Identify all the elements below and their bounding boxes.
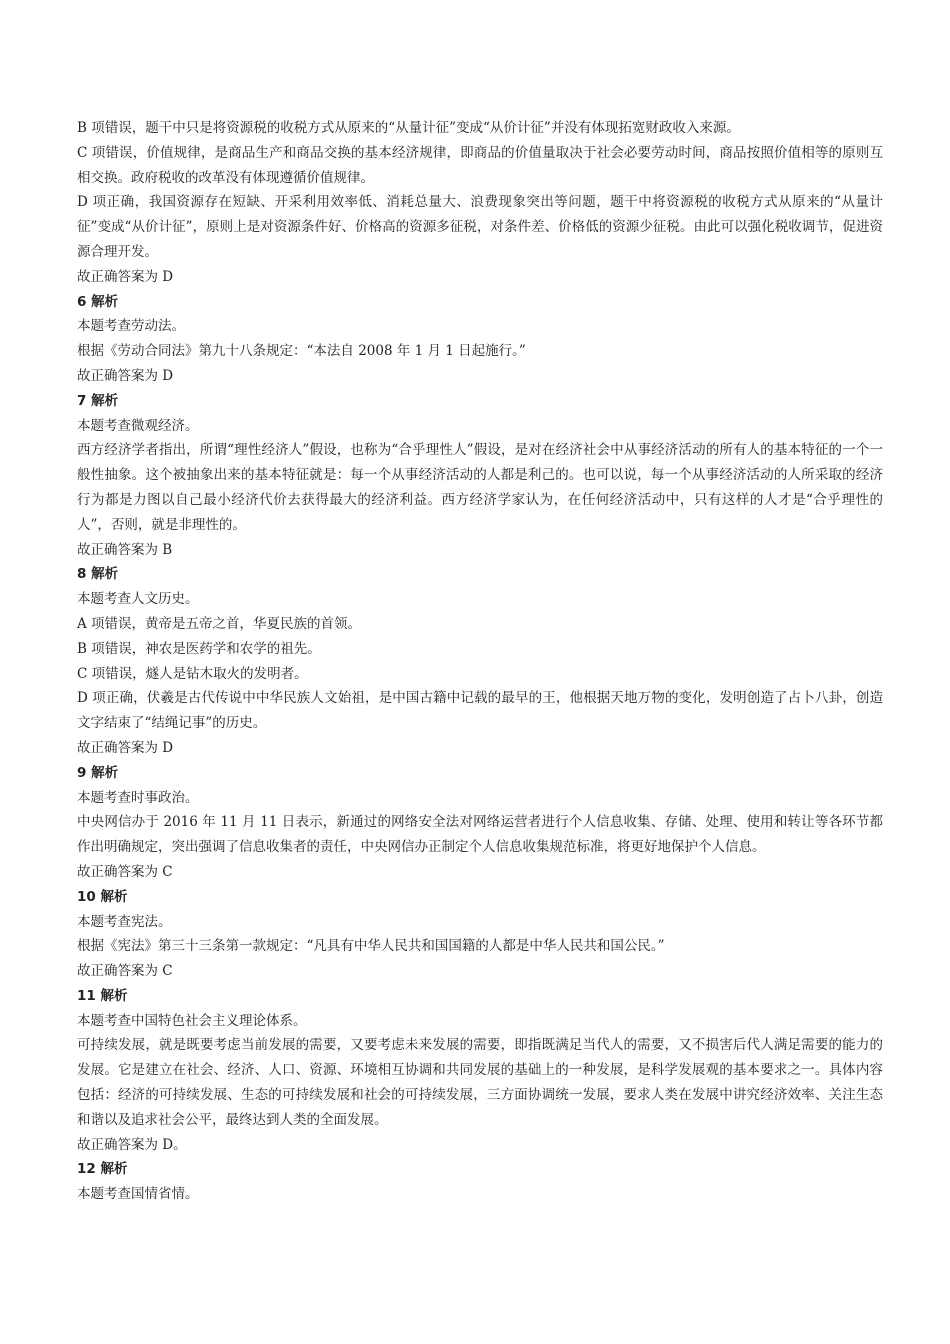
q7-answer: 故正确答案为 B (77, 541, 173, 558)
q10-body: 根据《宪法》第三十三条第一款规定：“凡具有中华人民共和国国籍的人都是中华人民共和国公民。” (77, 938, 665, 955)
q12-heading: 12 解析 (77, 1161, 128, 1178)
q5-option-d: D 项正确，我国资源存在短缺、开采利用效率低、消耗总量大、浪费现象突出等问题，题干中将资源税的收税方式从原来的“从量计征”变成“从价计征”，原则上是对资源条件好、价格高的资源多征税，对条件差、价格低的资源少征税。由此可以强化税收调节，促进资源合理开发。 (77, 194, 883, 260)
q8-answer: 故正确答案为 D (77, 739, 174, 756)
q7-body: 西方经济学者指出，所谓“理性经济人”假设，也称为“合乎理性人”假设，是对在经济社会中从事经济活动的所有人的基本特征的一个一般性抽象。这个被抽象出来的基本特征就是：每一个从事经济活动的人都是利己的。也可以说，每一个从事经济活动的人所采取的经济行为都是力图以自己最小经济代价去获得最大的经济利益。西方经济学家认为，在任何经济活动中，只有这样的人才是“合乎理性的人”，否则，就是非理性的。 (77, 442, 883, 533)
q8-option-b: B 项错误，神农是医药学和农学的祖先。 (77, 640, 321, 657)
q5-answer: 故正确答案为 D (77, 268, 174, 285)
q10-answer: 故正确答案为 C (77, 963, 173, 980)
q9-topic: 本题考查时事政治。 (77, 789, 199, 806)
q11-heading: 11 解析 (77, 987, 128, 1004)
q10-heading: 10 解析 (77, 888, 128, 905)
q9-answer: 故正确答案为 C (77, 863, 173, 880)
q8-option-d: D 项正确，伏羲是古代传说中中华民族人文始祖，是中国古籍中记载的最早的王，他根据天地万物的变化，发明创造了占卜八卦，创造文字结束了“结绳记事”的历史。 (77, 690, 883, 732)
q7-heading: 7 解析 (77, 392, 119, 409)
q11-topic: 本题考查中国特色社会主义理论体系。 (77, 1012, 307, 1029)
q10-topic: 本题考查宪法。 (77, 913, 172, 930)
q12-topic: 本题考查国情省情。 (77, 1186, 199, 1203)
q6-heading: 6 解析 (77, 293, 119, 310)
q9-body: 中央网信办于 2016 年 11 月 11 日表示，新通过的网络安全法对网络运营者进行个人信息收集、存储、处理、使用和转让等各环节都作出明确规定，突出强调了信息收集者的责任，中央网信办正制定个人信息收集规范标准，将更好地保护个人信息。 (77, 814, 883, 856)
q9-heading: 9 解析 (77, 764, 119, 781)
q5-option-b: B 项错误，题干中只是将资源税的收税方式从原来的“从量计征”变成“从价计征”并没有体现拓宽财政收入来源。 (77, 120, 740, 136)
q6-answer: 故正确答案为 D (77, 367, 174, 384)
q6-body: 根据《劳动合同法》第九十八条规定：“本法自 2008 年 1 月 1 日起施行。” (77, 343, 526, 360)
q5-option-c: C 项错误，价值规律，是商品生产和商品交换的基本经济规律，即商品的价值量取决于社会必要劳动时间，商品按照价值相等的原则互相交换。政府税收的改革没有体现遵循价值规律。 (77, 144, 883, 186)
q8-option-a: A 项错误，黄帝是五帝之首，华夏民族的首领。 (77, 615, 362, 632)
q11-body: 可持续发展，就是既要考虑当前发展的需要，又要考虑未来发展的需要，即指既满足当代人的需要，又不损害后代人满足需要的能力的发展。它是建立在社会、经济、人口、资源、环境相互协调和共同发展的基础上的一种发展，是科学发展观的基本要求之一。具体内容包括：经济的可持续发展、生态的可持续发展和社会的可持续发展，三方面协调统一发展，要求人类在发展中讲究经济效率、关注生态和谐以及追求社会公平，最终达到人类的全面发展。 (77, 1037, 883, 1128)
q6-topic: 本题考查劳动法。 (77, 318, 185, 335)
document-page (77, 116, 883, 1207)
q8-option-c: C 项错误，燧人是钻木取火的发明者。 (77, 665, 308, 682)
q11-answer: 故正确答案为 D。 (77, 1136, 187, 1153)
q8-heading: 8 解析 (77, 566, 119, 583)
q8-topic: 本题考查人文历史。 (77, 591, 199, 608)
q7-topic: 本题考查微观经济。 (77, 417, 199, 434)
